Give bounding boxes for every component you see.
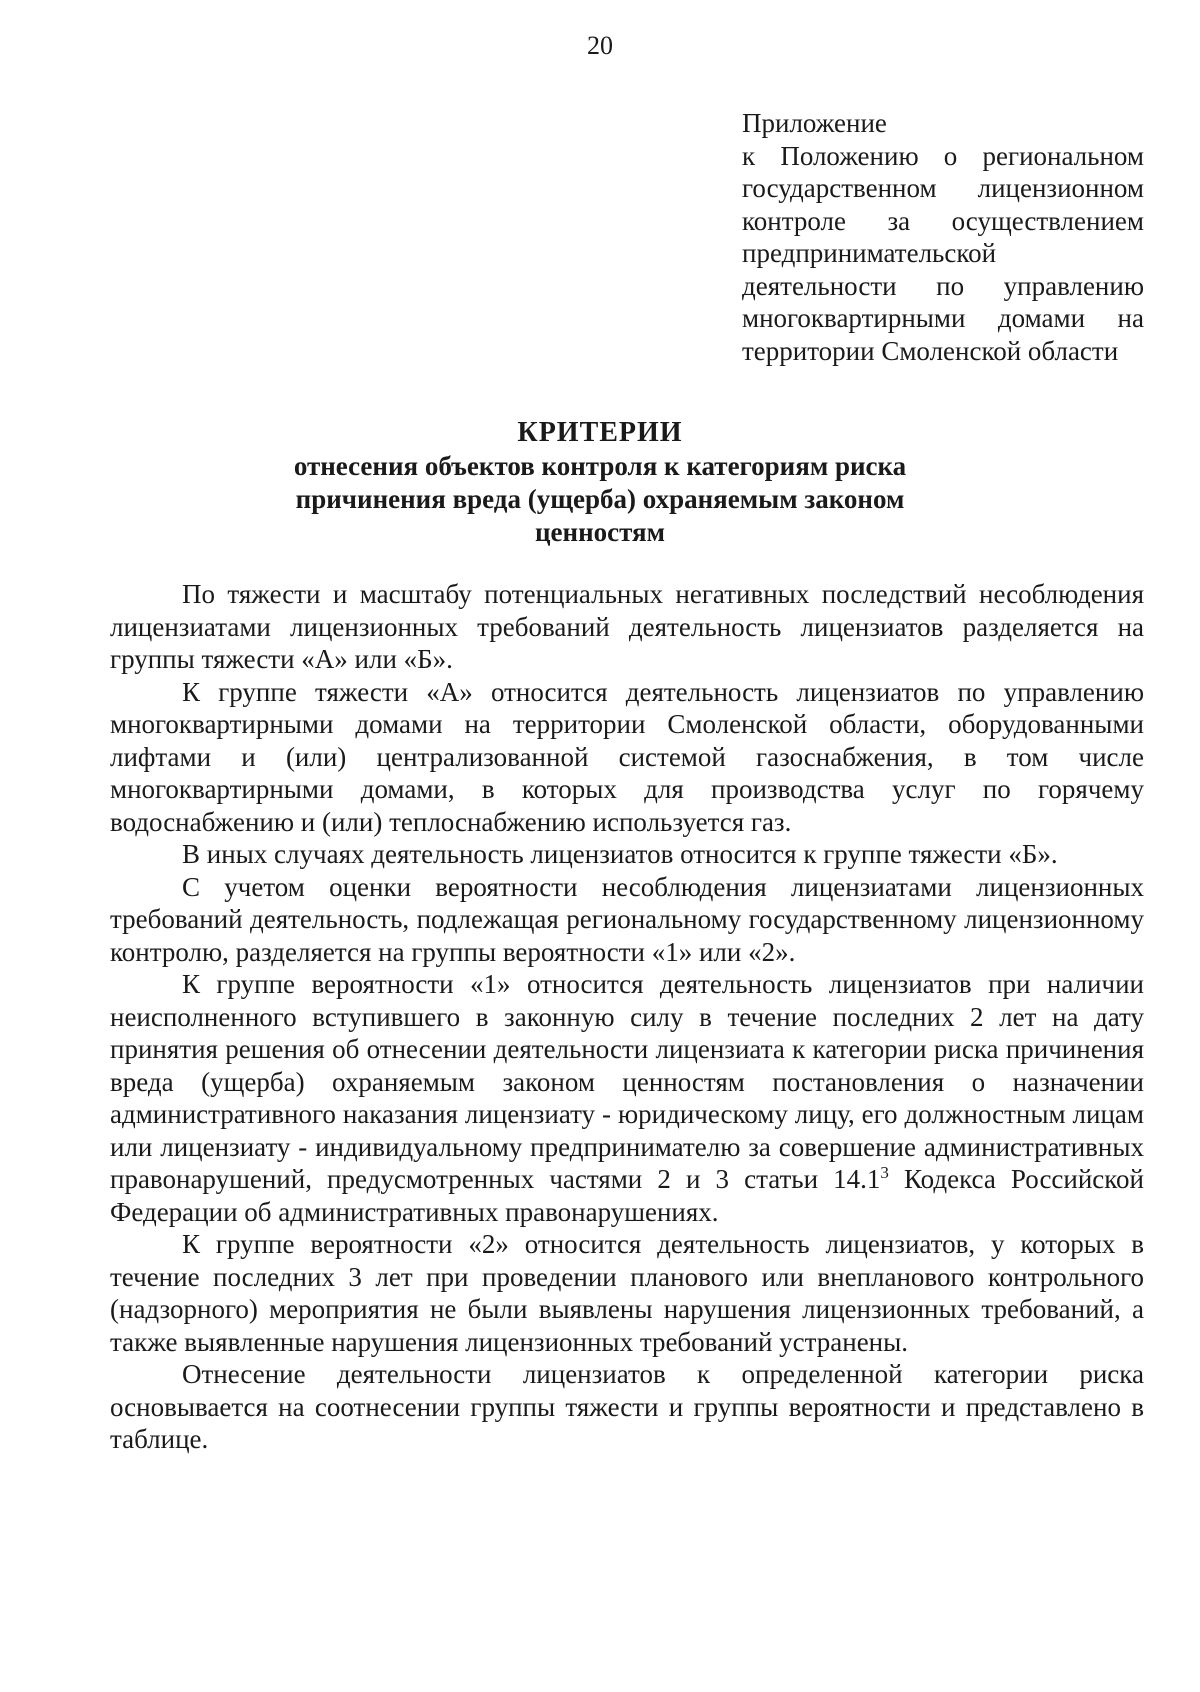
document-body bbox=[110, 578, 1144, 1456]
heading-subtitle-line: причинения вреда (ущерба) охраняемым законом bbox=[295, 484, 905, 514]
paragraph-probability-2: К группе вероятности «2» относится деятельность лицензиатов, у которых в течение последних 3 лет при проведении планового или внепланового контрольного (надзорного) мероприятия не были выявлены нарушения лицензионных требований, а также выявленные нарушения лицензионных требований устранены. bbox=[110, 1229, 1144, 1357]
superscript: 3 bbox=[880, 1163, 889, 1182]
heading-subtitle-line: ценностям bbox=[534, 517, 666, 547]
paragraph-probability-1 bbox=[110, 968, 1144, 1228]
paragraph-severity-groups: По тяжести и масштабу потенциальных негативных последствий несоблюдения лицензиатами лицензионных требований деятельность лицензиатов разделяется на группы тяжести «А» или «Б». bbox=[110, 579, 1144, 674]
page-number: 20 bbox=[587, 31, 613, 60]
appendix-line: к Положению о региональном bbox=[742, 140, 1144, 171]
appendix-line: Приложение bbox=[742, 108, 887, 138]
paragraph-text: К группе вероятности «1» относится деятельность лицензиатов при наличии неисполненного вступившего в законную силу в течение последних 2 лет на дату принятия решения об отнесении деятельности лицензиата к категории риска причинения вреда (ущерба) охраняемым законом ценностям постановления о назначении административного наказания лицензиату - юридическому лицу, его должностным лицам или лицензиату - индивидуальному предпринимателю за совершение административных правонарушений, предусмотренных частями 2 и 3 статьи 14.1 bbox=[110, 969, 1144, 1194]
paragraph-group-a: К группе тяжести «А» относится деятельность лицензиатов по управлению многоквартирными домами на территории Смоленской области, оборудованными лифтами и (или) централизованной системой газоснабжения, в том числе многоквартирными домами, в которых для производства услуг по горячему водоснабжению и (или) теплоснабжению используется газ. bbox=[110, 676, 1144, 837]
paragraph-probability-groups: С учетом оценки вероятности несоблюдения лицензиатами лицензионных требований деятельность, подлежащая региональному государственному лицензионному контролю, разделяется на группы вероятности «1» или «2». bbox=[110, 871, 1144, 967]
appendix-line: многоквартирными домами на bbox=[742, 303, 1144, 333]
heading-subtitle-line: отнесения объектов контроля к категориям риска bbox=[293, 451, 907, 481]
paragraph-text: Кодекса Российской Федерации об административных правонарушениях. bbox=[110, 1164, 1144, 1227]
appendix-line: территории Смоленской области bbox=[742, 335, 1119, 366]
appendix-note bbox=[742, 107, 1144, 367]
appendix-line: предпринимательской bbox=[742, 238, 997, 268]
appendix-line: деятельности по управлению bbox=[742, 270, 1144, 301]
appendix-line: контроле за осуществлением bbox=[742, 205, 1144, 236]
appendix-line: государственном лицензионном bbox=[742, 173, 1144, 203]
document-heading bbox=[0, 416, 1200, 549]
paragraph-risk-category: Отнесение деятельности лицензиатов к определенной категории риска основывается на соотнесении группы тяжести и группы вероятности и представлено в таблице. bbox=[110, 1359, 1144, 1454]
heading-title: КРИТЕРИИ bbox=[517, 417, 683, 448]
paragraph-group-b: В иных случаях деятельность лицензиатов относится к группе тяжести «Б». bbox=[182, 839, 1058, 869]
